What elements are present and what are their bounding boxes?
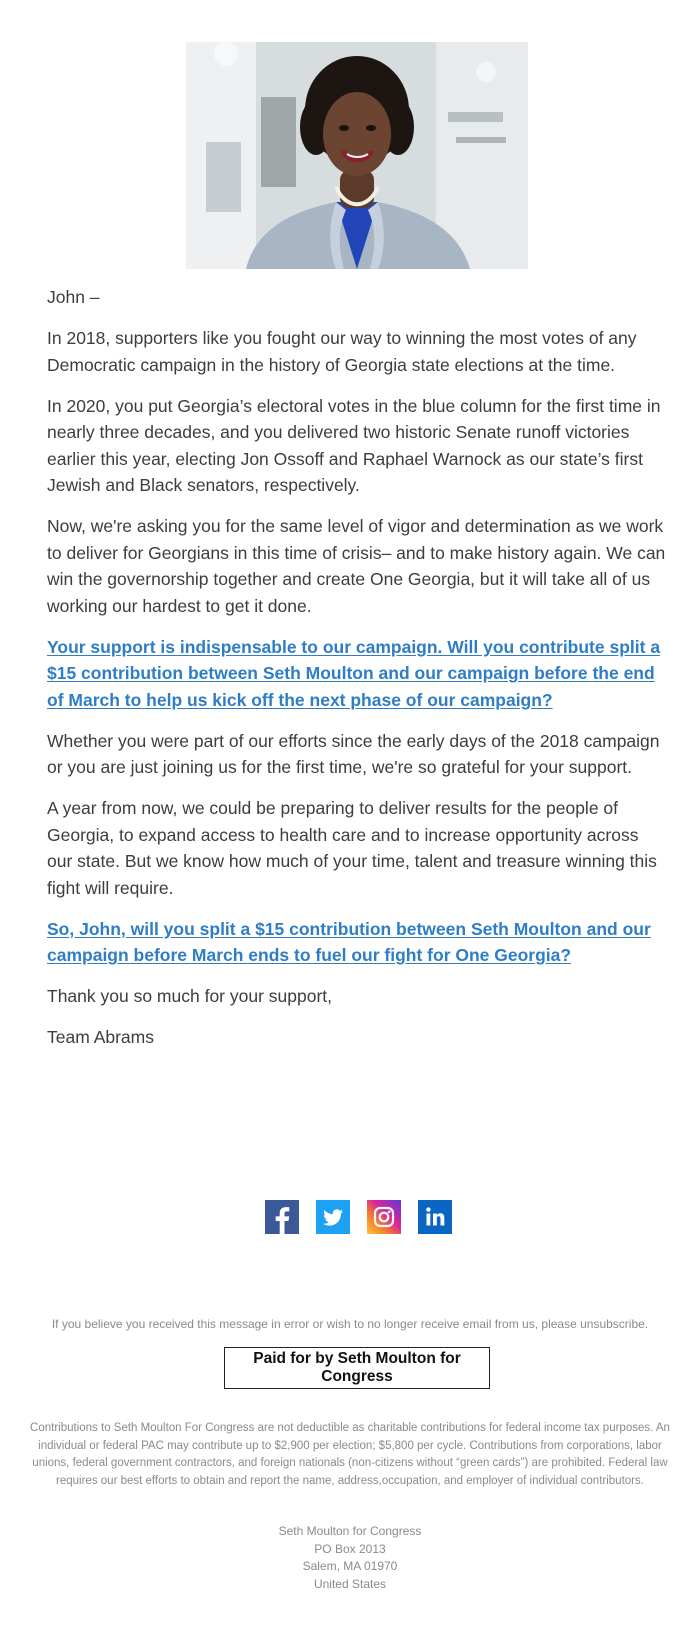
- signoff: Thank you so much for your support,: [47, 986, 332, 1006]
- paid-for-box: Paid for by Seth Moulton for Congress: [224, 1347, 490, 1389]
- paragraph-gratitude: Whether you were part of our efforts since the early days of the 2018 campaign or you are just joining us for the first time, we're so grateful for your support.: [47, 730, 660, 777]
- social-links: [265, 1200, 452, 1234]
- hero-photo: [186, 42, 528, 269]
- greeting: John –: [47, 287, 100, 307]
- facebook-icon[interactable]: [265, 1200, 299, 1234]
- mailing-address: [0, 1523, 700, 1593]
- paragraph-year-from-now: A year from now, we could be preparing to deliver results for the people of Georgia, to expand access to health care and to increase opportunity across our state. But we know how much of your time, talent and treasure winning this fight will require.: [47, 798, 657, 898]
- paragraph-2020: In 2020, you put Georgia’s electoral votes in the blue column for the first time in nearly three decades, and you delivered two historic Senate runoff victories earlier this year, electing Jon Ossoff and Raphael Warnock as our state’s first Jewish and Black senators, respectively.: [47, 395, 661, 495]
- unsubscribe-notice[interactable]: If you believe you received this message in error or wish to no longer receive email from us, please unsubscribe.: [51, 1317, 649, 1331]
- contribute-link-1[interactable]: Your support is indispensable to our campaign. Will you contribute split a $15 contribution between Seth Moulton and our campaign before the end of March to help us kick off the next phase of our campaign?: [47, 636, 661, 710]
- twitter-icon[interactable]: [316, 1200, 350, 1234]
- address-line-country: United States: [313, 1576, 387, 1591]
- linkedin-icon[interactable]: [418, 1200, 452, 1234]
- address-line-city: Salem, MA 01970: [302, 1559, 398, 1573]
- paragraph-2018: In 2018, supporters like you fought our way to winning the most votes of any Democratic campaign in the history of Georgia state elections at the time.: [47, 328, 637, 375]
- address-line-org: Seth Moulton for Congress: [278, 1524, 422, 1538]
- cta-paragraph-2: [47, 916, 667, 969]
- signature: Team Abrams: [47, 1027, 154, 1047]
- instagram-icon[interactable]: [367, 1200, 401, 1234]
- message-body: [47, 284, 667, 1065]
- address-line-po-box: PO Box 2013: [314, 1541, 386, 1556]
- contribute-link-2[interactable]: So, John, will you split a $15 contribution between Seth Moulton and our campaign before March ends to fuel our fight for One Georgia?: [47, 918, 651, 965]
- paragraph-ask: Now, we're asking you for the same level of vigor and determination as we work to deliver for Georgians in this time of crisis– and to make history again. We can win the governorship together and create One Georgia, but it will take all of us working our hardest to get it done.: [47, 516, 666, 616]
- contribution-disclaimer: Contributions to Seth Moulton For Congress are not deductible as charitable contributions for federal income tax purposes. An individual or federal PAC may contribute up to $2,900 per election; $5,800 per cycle. Contributions from corporations, labor unions, federal government contractors, and foreign nationals (non-citizens without “green cards”) are prohibited. Federal law requires our best efforts to obtain and report the name, address,occupation, and employer of individual contributors.: [30, 1422, 670, 1488]
- cta-paragraph-1: [47, 634, 667, 714]
